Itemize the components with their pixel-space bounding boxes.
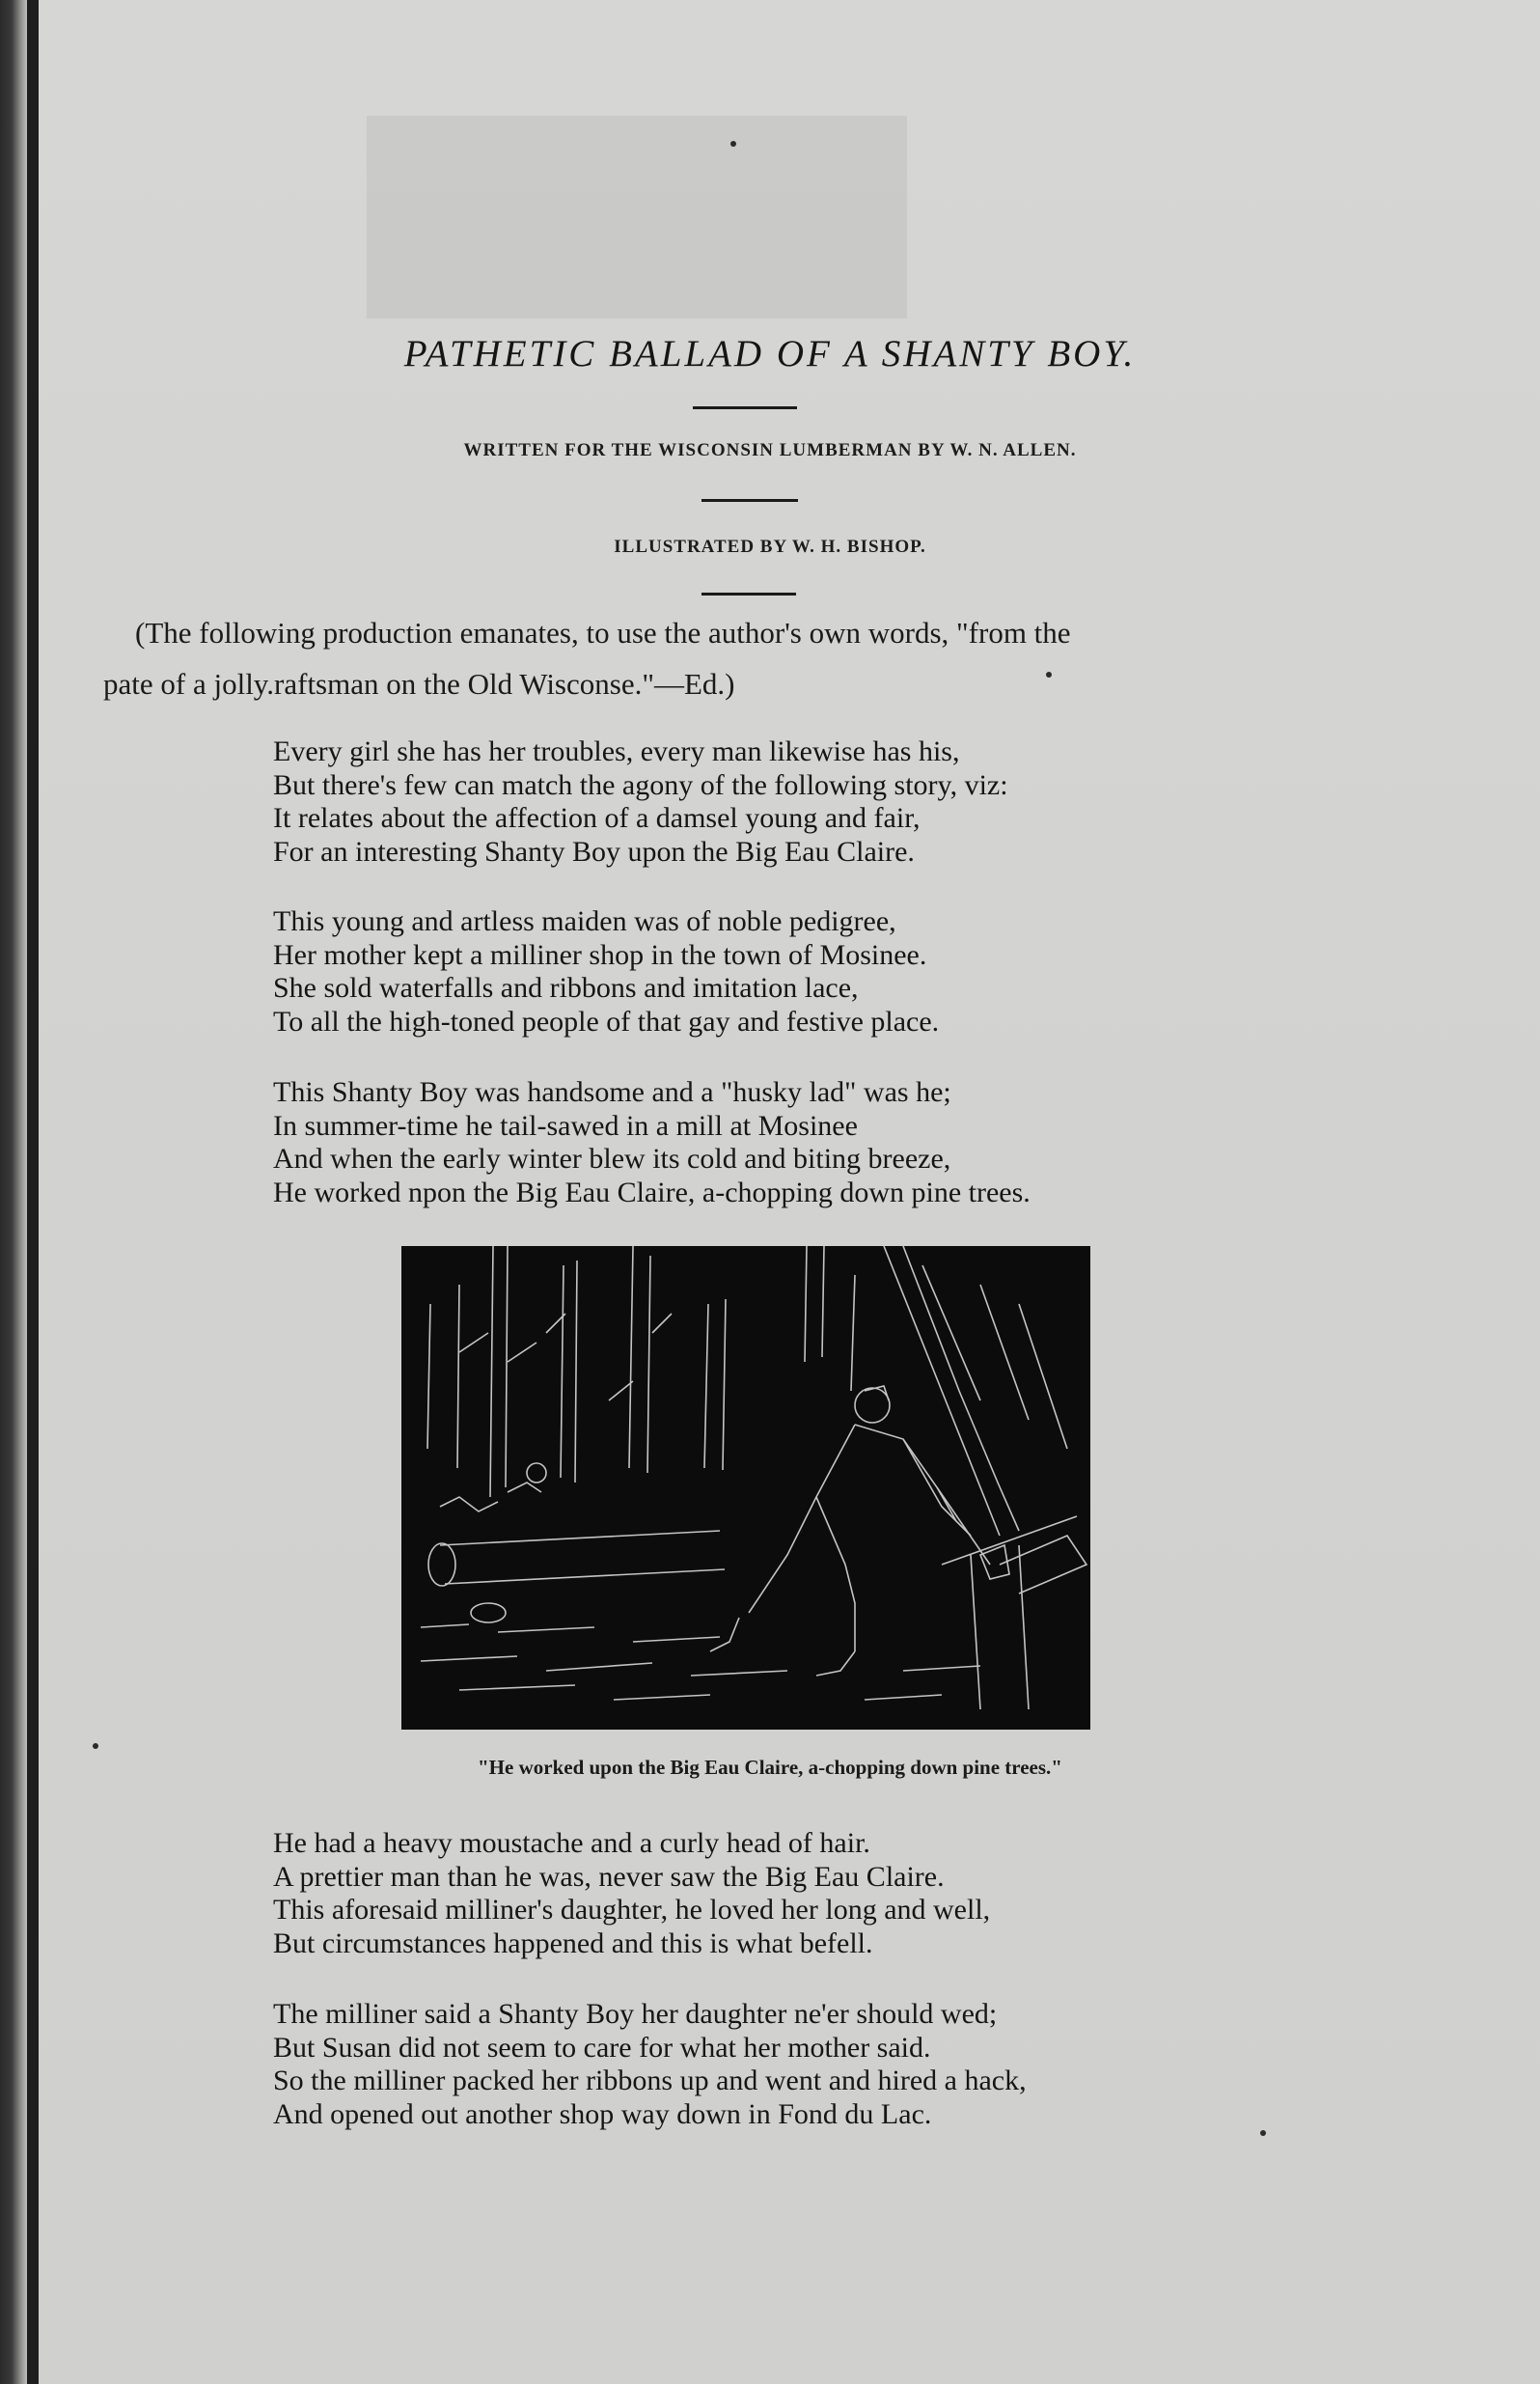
intro-line-1: (The following production emanates, to use the author's own words, "from the [135,616,1071,650]
intro-line-2: pate of a jolly.raftsman on the Old Wisconse."—Ed.) [103,667,735,701]
print-speck [1260,2130,1266,2136]
woodcut-illustration [401,1246,1090,1730]
stanza-5 [273,1998,1027,2131]
verse-line: So the milliner packed her ribbons up and went and hired a hack, [273,2065,1027,2096]
verse-line: This Shanty Boy was handsome and a "husky lad" was he; [273,1076,951,1108]
verse-line: But there's few can match the agony of the following story, viz: [273,768,1008,801]
verse-line: And when the early winter blew its cold and biting breeze, [273,1143,951,1175]
print-speck [730,141,736,147]
verse-line: In summer-time he tail-sawed in a mill at Mosinee [273,1109,858,1142]
verse-line: Every girl she has her troubles, every man likewise has his, [273,735,960,767]
verse-line: Her mother kept a milliner shop in the town of Mosinee. [273,938,927,971]
verse-line: To all the high-toned people of that gay and festive place. [273,1005,940,1038]
title-rule [693,406,797,409]
verse-line: The milliner said a Shanty Boy her daughter ne'er should wed; [273,1998,998,2030]
print-speck [1046,672,1052,678]
verse-line: She sold waterfalls and ribbons and imitation lace, [273,972,859,1004]
stanza-3 [273,1076,1031,1209]
bleed-through-shadow [367,116,907,319]
byline-author: WRITTEN FOR THE WISCONSIN LUMBERMAN BY W. N. ALLEN. [463,440,1077,460]
byline-rule [701,499,798,502]
verse-line: He worked npon the Big Eau Claire, a-chopping down pine trees. [273,1176,1031,1208]
byline-illustrator: ILLUSTRATED BY W. H. BISHOP. [614,537,926,557]
stanza-2 [273,905,939,1039]
verse-line: And opened out another shop way down in Fond du Lac. [273,2097,932,2130]
illustration-caption: "He worked upon the Big Eau Claire, a-chopping down pine trees." [478,1756,1062,1779]
verse-line: For an interesting Shanty Boy upon the Big Eau Claire. [273,835,915,868]
woodcut-drawing [401,1246,1090,1730]
ballad-title: PATHETIC BALLAD OF A SHANTY BOY. [403,333,1137,374]
verse-line: A prettier man than he was, never saw the Big Eau Claire. [273,1860,945,1893]
verse-line: This aforesaid milliner's daughter, he loved her long and well, [273,1894,991,1926]
stanza-1 [273,735,1008,869]
verse-line: It relates about the affection of a damsel young and fair, [273,802,921,834]
stanza-4 [273,1827,990,1960]
verse-line: This young and artless maiden was of noble pedigree, [273,905,896,937]
verse-line: But circumstances happened and this is what befell. [273,1927,873,1959]
print-speck [93,1743,98,1749]
verse-line: He had a heavy moustache and a curly head of hair. [273,1827,870,1859]
illustrator-rule [701,593,796,596]
verse-line: But Susan did not seem to care for what her mother said. [273,2031,931,2064]
